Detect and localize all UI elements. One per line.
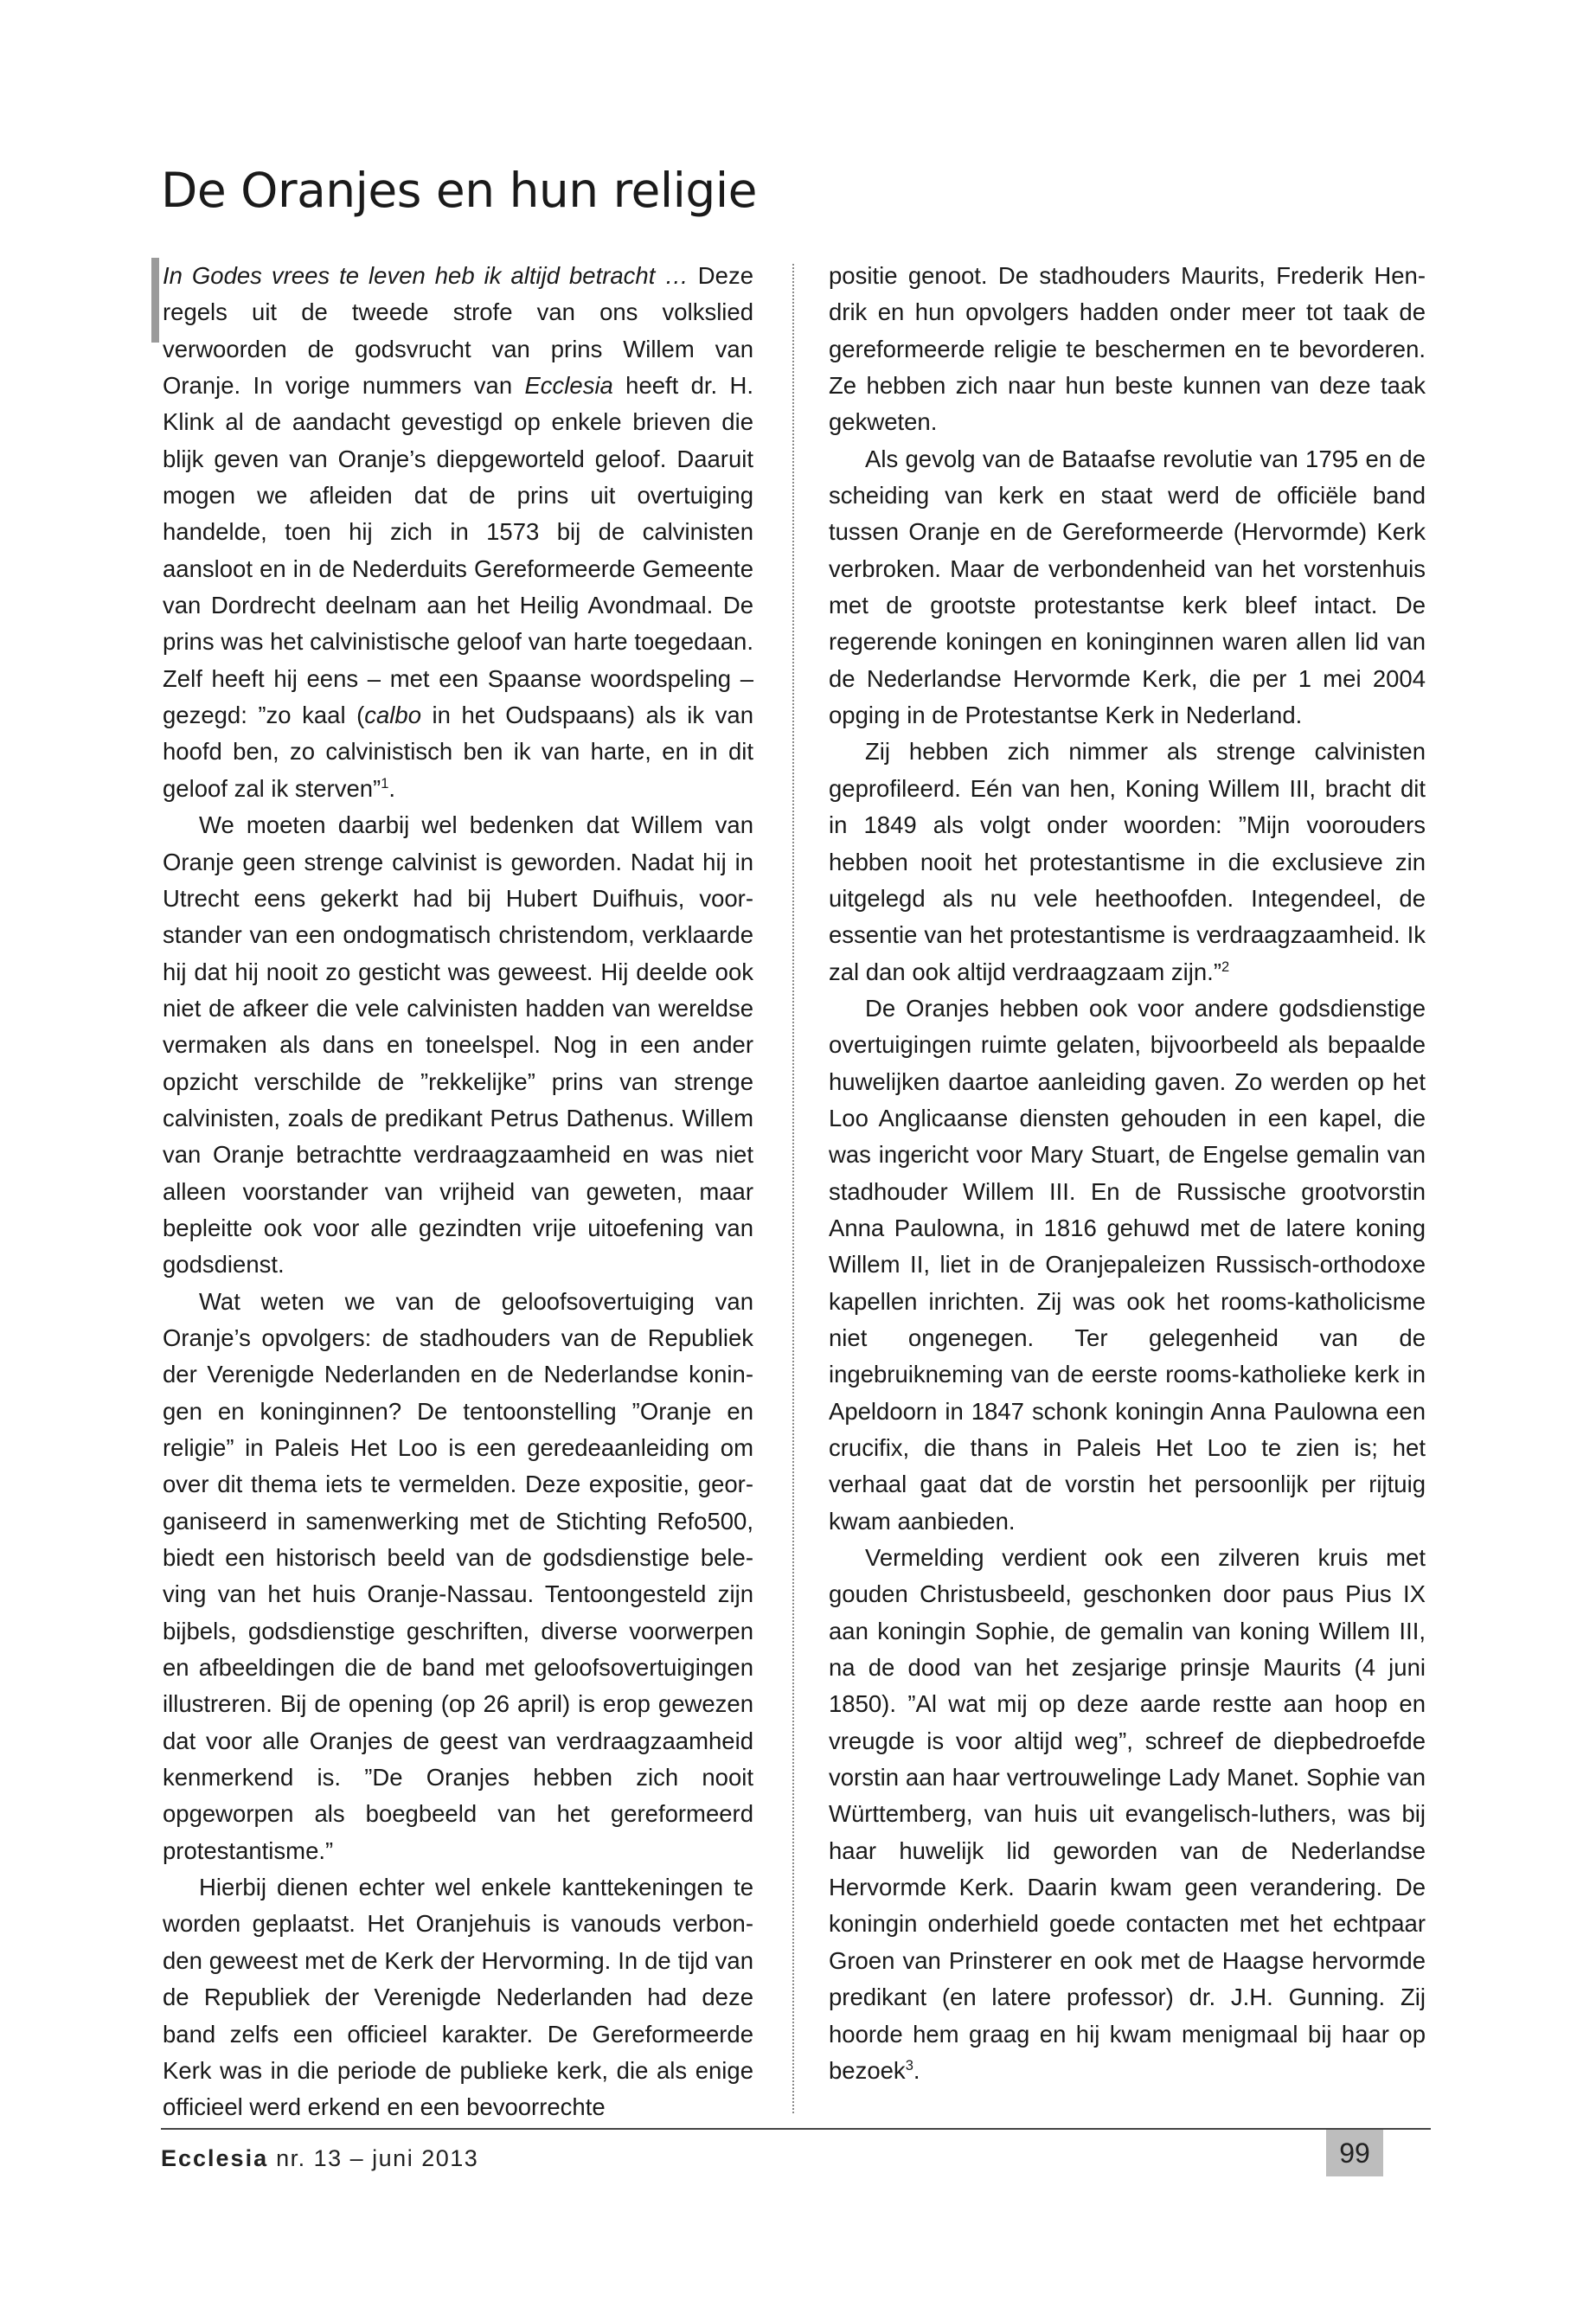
- right-column: [829, 258, 1426, 2089]
- text-run: We moeten daarbij wel bedenken dat Willem van Oranje geen strenge calvinist is geworden. Nadat hij in Utrecht eens gekerkt had bij Hubert Duifhuis, voorstander van een ondogmatisch christendom, verklaarde hij dat hij nooit zo gesticht was geweest. Hij deelde ook niet de afkeer die vele calvinisten hadden van wereldse vermaken als dans en toneelspel. Nog in een ander opzicht verschilde de ”rekkelijke” prins van strenge calvinisten, zoals de predikant Petrus Dathenus. Willem van Oranje betrachtte verdraagzaamheid en was niet alleen voorstander van vrijheid van geweten, maar bepleitte ook voor alle gezindten vrije uitoefening van godsdienst.: [163, 811, 753, 1279]
- magazine-name: Ecclesia: [161, 2145, 269, 2171]
- text-run: Als gevolg van de Bataafse revolutie van 1795 en de scheiding van kerk en staat werd de officiële band tussen Oranje en de Gereformeerde (Hervormde) Kerk verbroken. Maar de verbondenheid van het vorstenhuis met de grootste protestantse kerk bleef intact. De regerende koningen en koninginnen waren allen lid van de Nederlandse Hervormde Kerk, die per 1 mei 2004 opging in de Protestantse Kerk in Nederland.: [829, 445, 1426, 729]
- text-run: Hierbij dienen echter wel enkele kanttekeningen te worden geplaatst. Het Oranjehuis is vanouds verbonden geweest met de Kerk der Hervorming. In de tijd van de Republiek der Verenigde Nederlanden had deze band zelfs een officieel karakter. De Gereformeerde Kerk was in die periode de publieke kerk, die als enige officieel werd erkend en een bevoorrechte: [163, 1874, 753, 2121]
- text-run: De Oranjes hebben ook voor andere godsdienstige overtuigingen ruimte gelaten, bijvoorbeeld als bepaalde huwelijken daartoe aanleiding gaven. Zo werden op het Loo Anglicaanse diensten gehouden in een kapel, die was ingericht voor Mary Stuart, de Engelse gemalin van stadhouder Willem III. En de Russische grootvorstin Anna Paulowna, in 1816 gehuwd met de latere koning Willem II, liet in de Oranjepaleizen Russisch-orthodoxe kapellen inrichten. Zij was ook het rooms-katholicisme niet ongenegen. Ter gelegenheid van de ingebruikneming van de eerste rooms-katholieke kerk in Apeldoorn in 1847 schonk koningin Anna Paulowna een crucifix, die thans in Paleis Het Loo te zien is; het verhaal gaat dat de vorstin het persoonlijk per rijtuig kwam aanbieden.: [829, 994, 1426, 1535]
- paragraph: [829, 1540, 1426, 2089]
- paragraph: [829, 441, 1426, 734]
- page-number: 99: [1326, 2130, 1383, 2176]
- footnote-ref: 1: [381, 775, 389, 792]
- text-run: Ecclesia: [524, 372, 613, 400]
- footer-rule: [161, 2128, 1431, 2130]
- text-run: Deze regels uit de tweede strofe van ons volkslied verwoorden de godsvrucht van prins Willem van Oranje. In vorige nummers van: [163, 262, 754, 400]
- paragraph: [829, 990, 1426, 1540]
- text-run: heeft dr. H. Klink al de aandacht gevestigd op enkele brieven die blijk geven van Oranje’s diepgeworteld geloof. Daaruit mogen we afleiden dat de prins uit overtuiging handelde, toen hij zich in 1573 bij de calvinisten aansloot en in de Nederduits Gereformeerde Gemeente van Dordrecht deelnam aan het Heilig Avondmaal. De prins was het calvinistische geloof van harte toegedaan. Zelf heeft hij eens – met een Spaanse woordspeling – gezegd: ”zo kaal (: [163, 372, 753, 729]
- text-run: .: [913, 2056, 920, 2084]
- paragraph: [163, 258, 753, 807]
- text-run: in het Oudspaans) als ik van hoofd ben, zo calvinistisch ben ik van harte, en in dit geloof zal ik sterven”: [163, 702, 753, 802]
- text-run: In Godes vrees te leven heb ik altijd betracht …: [163, 262, 689, 289]
- footnote-ref: 2: [1221, 958, 1230, 975]
- lead-accent-bar: [151, 258, 159, 343]
- left-column: [163, 258, 753, 2126]
- paragraph: [829, 258, 1426, 441]
- text-run: Vermelding verdient ook een zilveren kruis met gouden Christusbeeld, geschonken door paus Pius IX aan koningin Sophie, de gemalin van koning Willem III, na de dood van het zesjarige prinsje Maurits (4 juni 1850). ”Al wat mij op deze aarde restte aan hoop en vreugde is voor altijd weg”, schreef de diepbedroefde vorstin aan haar vertrouwelinge Lady Manet. Sophie van Württemberg, van huis uit evangelisch-luthers, was bij haar huwelijk lid geworden van de Nederlandse Hervormde Kerk. Daarin kwam geen verandering. De koningin onderhield goede contacten met het echtpaar Groen van Prinsterer en ook met de Haagse hervormde predikant (en latere professor) dr. J.H. Gunning. Zij hoorde hem graag en hij kwam menigmaal bij haar op bezoek: [829, 1544, 1426, 2084]
- issue-info: nr. 13 – juni 2013: [268, 2145, 479, 2171]
- text-run: Wat weten we van de geloofsovertuiging van Oranje’s opvolgers: de stadhouders van de Republiek der Verenigde Nederlanden en de Nederlandse koningen en koninginnen? De tentoonstelling ”Oranje en religie” in Paleis Het Loo is een geredeaanleiding om over dit thema iets te vermelden. Deze expositie, georganiseerd in samenwerking met de Stichting Refo500, biedt een historisch beeld van de godsdienstige beleving van het huis Oranje-Nassau. Tentoongesteld zijn bijbels, godsdienstige geschriften, diverse voorwerpen en afbeeldingen die de band met geloofsovertuigingen illustreren. Bij de opening (op 26 april) is erop gewezen dat voor alle Oranjes de geest van verdraagzaamheid kenmerkend is. ”De Oranjes hebben zich nooit opgeworpen als boegbeeld van het gereformeerd protestantisme.”: [163, 1287, 753, 1864]
- text-run: Zij hebben zich nimmer als strenge calvinisten geprofileerd. Eén van hen, Koning Willem III, bracht dit in 1849 als volgt onder woorden: ”Mijn voorouders hebben nooit het protestantisme in die exclusieve zin uitgelegd als nu vele heethoofden. Integendeel, de essentie van het protestantisme is verdraagzaamheid. Ik zal dan ook altijd verdraagzaam zijn.”: [829, 738, 1426, 985]
- text-run: calbo: [364, 702, 422, 729]
- footnote-ref: 3: [905, 2057, 913, 2073]
- column-divider: [792, 264, 794, 2113]
- paragraph: [163, 807, 753, 1283]
- paragraph: [163, 1869, 753, 2125]
- footer-citation: [161, 2145, 478, 2172]
- paragraph: [829, 734, 1426, 990]
- article-title: De Oranjes en hun religie: [161, 163, 757, 218]
- text-run: .: [388, 774, 396, 802]
- text-run: positie genoot. De stadhouders Maurits, Frederik Hendrik en hun opvolgers hadden onder meer tot taak de gereformeerde religie te beschermen en te bevorderen. Ze hebben zich naar hun beste kunnen van deze taak gekweten.: [829, 262, 1426, 436]
- paragraph: [163, 1284, 753, 1870]
